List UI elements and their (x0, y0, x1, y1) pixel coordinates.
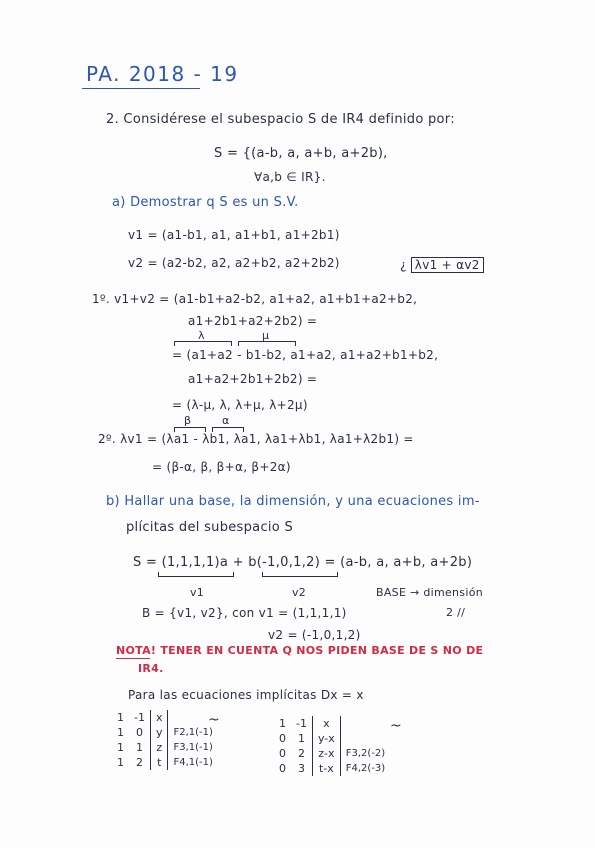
matrix1-row (112, 710, 218, 725)
set-definition: S = {(a-b, a, a+b, a+2b), (214, 146, 388, 161)
problem-statement: 2. Considérese el subespacio S de IR4 definido por: (106, 112, 455, 127)
label-lambda: λ (198, 329, 205, 342)
matrix2-cell: y-x (312, 731, 340, 746)
matrix1-row-op: F3,1(-1) (168, 740, 218, 755)
v1-def: v1 = (a1-b1, a1, a1+b1, a1+2b1) (128, 228, 340, 242)
matrix2-cell: 1 (297, 732, 305, 745)
matrix1-cell: z (150, 740, 168, 755)
label-v1: v1 (190, 586, 205, 599)
tilde-2: ~ (390, 718, 403, 734)
step2-line1: 2º. λv1 = (λa1 - λb1, λa1, λa1+λb1, λa1+λ2b1) = (98, 432, 414, 446)
matrix2-row-op (340, 731, 390, 746)
matrix1-cell: 1 (117, 726, 124, 739)
implicit-intro: Para las ecuaciones implícitas Dx = x (128, 688, 364, 702)
step1-line2: a1+2b1+a2+2b2) = (188, 314, 318, 328)
matrix2-cell: x (312, 716, 340, 731)
matrix2-cell: 3 (297, 762, 305, 775)
matrix2-cell: 1 (279, 717, 286, 730)
matrix-2 (274, 716, 390, 776)
brace-v2 (262, 572, 338, 577)
title-underline (82, 88, 200, 89)
matrix2-row-op: F4,2(-3) (340, 761, 390, 776)
decomposition: S = (1,1,1,1)a + b(-1,0,1,2) = (a-b, a, a+b, a+2b) (133, 555, 473, 570)
matrix1-row (112, 755, 218, 770)
matrix1-row (112, 725, 218, 740)
matrix2-row-op (340, 716, 390, 731)
matrix1-cell: -1 (134, 711, 145, 724)
matrix2-row (274, 761, 390, 776)
matrix1-cell: 1 (117, 711, 124, 724)
boxed-prefix: ¿ (400, 258, 407, 272)
matrix1-row (112, 740, 218, 755)
matrix2-cell: 0 (279, 732, 286, 745)
note-line1: NOTA! TENER EN CUENTA Q NOS PIDEN BASE DE S NO DE (116, 644, 484, 657)
label-mu: μ (262, 329, 270, 342)
matrix2-cell: 0 (279, 762, 286, 775)
matrix1-cell: 0 (135, 726, 143, 739)
step2-line2: = (β-α, β, β+α, β+2α) (152, 460, 291, 474)
note-line2: IR4. (138, 662, 164, 675)
basis-def: B = {v1, v2}, con v1 = (1,1,1,1) (142, 606, 347, 620)
label-v2: v2 (292, 586, 307, 599)
matrix-1 (112, 710, 221, 770)
matrix1-row-op: F2,1(-1) (168, 725, 218, 740)
part-a-heading: a) Demostrar q S es un S.V. (112, 195, 299, 210)
step1-line5: = (λ-μ, λ, λ+μ, λ+2μ) (172, 398, 308, 412)
matrix1-cell: 1 (117, 756, 124, 769)
matrix1-cell: x (150, 710, 168, 725)
part-b-heading-line2: plícitas del subespacio S (126, 520, 294, 535)
label-beta: β (184, 414, 192, 427)
matrix1-cell: t (150, 755, 168, 770)
matrix1-cell: 1 (135, 741, 143, 754)
step1-line4: a1+a2+2b1+2b2) = (188, 372, 318, 386)
matrix1-cell: y (150, 725, 168, 740)
boxed-expression (400, 258, 484, 272)
step1-line3: = (a1+a2 - b1-b2, a1+a2, a1+a2+b1+b2, (172, 348, 439, 362)
matrix1-cell: 2 (135, 756, 143, 769)
v2-def: v2 = (a2-b2, a2, a2+b2, a2+2b2) (128, 256, 340, 270)
base-dimension-note: BASE → dimensión (376, 586, 483, 599)
matrix2-cell: t-x (312, 761, 340, 776)
tilde-1: ~ (208, 712, 221, 728)
v2-basis-def: v2 = (-1,0,1,2) (268, 628, 361, 642)
matrix2-row (274, 731, 390, 746)
matrix1-row-op: F4,1(-1) (168, 755, 218, 770)
matrix2-row (274, 716, 390, 731)
matrix2-cell: z-x (312, 746, 340, 761)
dimension-value: 2 // (446, 606, 466, 619)
matrix2-cell: 2 (297, 747, 305, 760)
page-title: PA. 2018 - 19 (86, 62, 239, 86)
part-b-heading-line1: b) Hallar una base, la dimensión, y una ecuaciones im- (106, 494, 480, 509)
label-alpha: α (222, 414, 230, 427)
boxed-lincomb: λv1 + αv2 (411, 257, 484, 273)
matrix2-cell: 0 (279, 747, 286, 760)
step1-line1: 1º. v1+v2 = (a1-b1+a2-b2, a1+a2, a1+b1+a2+b2, (92, 292, 418, 306)
matrix1-cell: 1 (117, 741, 124, 754)
matrix2-cell: -1 (296, 717, 307, 730)
note-underline (116, 658, 150, 659)
set-condition: ∀a,b ∈ IR}. (254, 170, 326, 184)
matrix2-row-op: F3,2(-2) (340, 746, 390, 761)
brace-v1 (158, 572, 234, 577)
matrix2-row (274, 746, 390, 761)
